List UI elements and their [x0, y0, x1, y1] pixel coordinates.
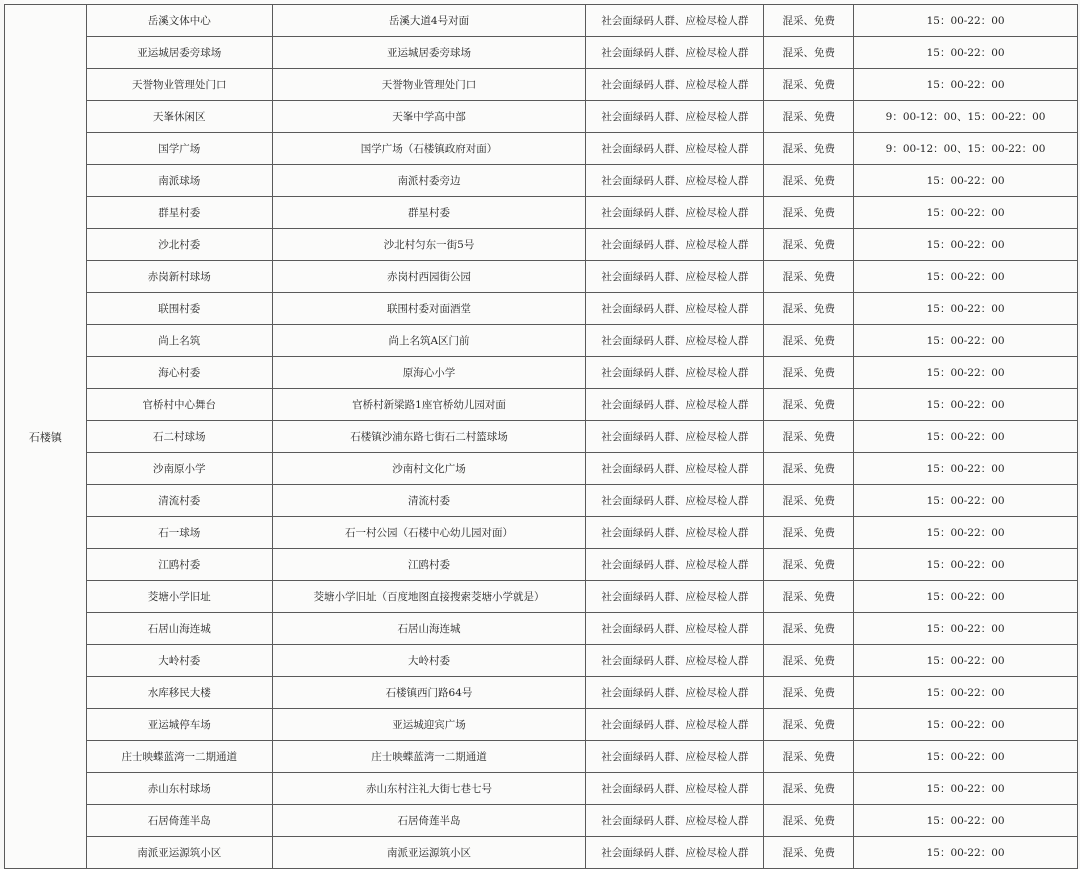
- service-time-cell: 15：00-22：00: [854, 837, 1078, 869]
- site-name-cell: 沙南原小学: [86, 453, 272, 485]
- site-name-cell: 石居山海连城: [86, 613, 272, 645]
- service-time-cell: 15：00-22：00: [854, 453, 1078, 485]
- sampling-method-cell: 混采、免费: [764, 773, 854, 805]
- target-group-cell: 社会面绿码人群、应检尽检人群: [586, 837, 764, 869]
- address-cell: 庄士映蝶蓝湾一二期通道: [272, 741, 586, 773]
- target-group-cell: 社会面绿码人群、应检尽检人群: [586, 549, 764, 581]
- service-time-cell: 15：00-22：00: [854, 581, 1078, 613]
- table-row: [5, 229, 1078, 261]
- site-name-cell: 联围村委: [86, 293, 272, 325]
- sampling-method-cell: 混采、免费: [764, 709, 854, 741]
- site-name-cell: 天誉物业管理处门口: [86, 69, 272, 101]
- target-group-cell: 社会面绿码人群、应检尽检人群: [586, 773, 764, 805]
- service-time-cell: 15：00-22：00: [854, 325, 1078, 357]
- sampling-method-cell: 混采、免费: [764, 357, 854, 389]
- address-cell: 石楼镇沙浦东路七街石二村篮球场: [272, 421, 586, 453]
- table-row: [5, 133, 1078, 165]
- table-row: [5, 677, 1078, 709]
- service-time-cell: 15：00-22：00: [854, 261, 1078, 293]
- address-cell: 岳溪大道4号对面: [272, 5, 586, 37]
- sampling-method-cell: 混采、免费: [764, 325, 854, 357]
- table-row: [5, 741, 1078, 773]
- service-time-cell: 15：00-22：00: [854, 805, 1078, 837]
- site-name-cell: 石一球场: [86, 517, 272, 549]
- site-name-cell: 亚运城停车场: [86, 709, 272, 741]
- table-row: [5, 613, 1078, 645]
- sampling-method-cell: 混采、免费: [764, 69, 854, 101]
- service-time-cell: 15：00-22：00: [854, 677, 1078, 709]
- address-cell: 国学广场（石楼镇政府对面）: [272, 133, 586, 165]
- site-name-cell: 石居倚莲半岛: [86, 805, 272, 837]
- address-cell: 石一村公园（石楼中心幼儿园对面）: [272, 517, 586, 549]
- service-time-cell: 15：00-22：00: [854, 645, 1078, 677]
- site-name-cell: 庄士映蝶蓝湾一二期通道: [86, 741, 272, 773]
- sampling-method-cell: 混采、免费: [764, 645, 854, 677]
- site-name-cell: 群星村委: [86, 197, 272, 229]
- table-row: [5, 581, 1078, 613]
- address-cell: 天誉物业管理处门口: [272, 69, 586, 101]
- address-cell: 亚运城迎宾广场: [272, 709, 586, 741]
- testing-sites-sheet: [4, 0, 1078, 868]
- service-time-cell: 9：00-12：00、15：00-22：00: [854, 101, 1078, 133]
- target-group-cell: 社会面绿码人群、应检尽检人群: [586, 741, 764, 773]
- site-name-cell: 岳溪文体中心: [86, 5, 272, 37]
- address-cell: 尚上名筑A区门前: [272, 325, 586, 357]
- table-row: [5, 837, 1078, 869]
- sampling-method-cell: 混采、免费: [764, 421, 854, 453]
- target-group-cell: 社会面绿码人群、应检尽检人群: [586, 581, 764, 613]
- site-name-cell: 茭塘小学旧址: [86, 581, 272, 613]
- table-row: [5, 389, 1078, 421]
- target-group-cell: 社会面绿码人群、应检尽检人群: [586, 165, 764, 197]
- address-cell: 茭塘小学旧址（百度地图直接搜索茭塘小学就是）: [272, 581, 586, 613]
- address-cell: 南派亚运源筑小区: [272, 837, 586, 869]
- sampling-method-cell: 混采、免费: [764, 517, 854, 549]
- target-group-cell: 社会面绿码人群、应检尽检人群: [586, 453, 764, 485]
- service-time-cell: 15：00-22：00: [854, 485, 1078, 517]
- target-group-cell: 社会面绿码人群、应检尽检人群: [586, 133, 764, 165]
- target-group-cell: 社会面绿码人群、应检尽检人群: [586, 709, 764, 741]
- target-group-cell: 社会面绿码人群、应检尽检人群: [586, 293, 764, 325]
- target-group-cell: 社会面绿码人群、应检尽检人群: [586, 101, 764, 133]
- table-row: [5, 5, 1078, 37]
- address-cell: 原海心小学: [272, 357, 586, 389]
- address-cell: 清流村委: [272, 485, 586, 517]
- address-cell: 联围村委对面酒堂: [272, 293, 586, 325]
- table-body: [5, 5, 1078, 869]
- site-name-cell: 天峯休闲区: [86, 101, 272, 133]
- address-cell: 群星村委: [272, 197, 586, 229]
- service-time-cell: 15：00-22：00: [854, 517, 1078, 549]
- service-time-cell: 15：00-22：00: [854, 549, 1078, 581]
- service-time-cell: 15：00-22：00: [854, 69, 1078, 101]
- target-group-cell: 社会面绿码人群、应检尽检人群: [586, 261, 764, 293]
- table-row: [5, 805, 1078, 837]
- service-time-cell: 9：00-12：00、15：00-22：00: [854, 133, 1078, 165]
- sampling-method-cell: 混采、免费: [764, 677, 854, 709]
- address-cell: 沙南村文化广场: [272, 453, 586, 485]
- site-name-cell: 南派亚运源筑小区: [86, 837, 272, 869]
- address-cell: 亚运城居委旁球场: [272, 37, 586, 69]
- site-name-cell: 大岭村委: [86, 645, 272, 677]
- table-row: [5, 709, 1078, 741]
- table-row: [5, 485, 1078, 517]
- target-group-cell: 社会面绿码人群、应检尽检人群: [586, 389, 764, 421]
- sampling-method-cell: 混采、免费: [764, 549, 854, 581]
- table-row: [5, 101, 1078, 133]
- sampling-method-cell: 混采、免费: [764, 805, 854, 837]
- service-time-cell: 15：00-22：00: [854, 357, 1078, 389]
- site-name-cell: 赤岗新村球场: [86, 261, 272, 293]
- sampling-method-cell: 混采、免费: [764, 165, 854, 197]
- table-row: [5, 421, 1078, 453]
- service-time-cell: 15：00-22：00: [854, 165, 1078, 197]
- sampling-method-cell: 混采、免费: [764, 133, 854, 165]
- sampling-method-cell: 混采、免费: [764, 293, 854, 325]
- table-row: [5, 453, 1078, 485]
- site-name-cell: 沙北村委: [86, 229, 272, 261]
- testing-sites-table: [4, 4, 1078, 869]
- sampling-method-cell: 混采、免费: [764, 101, 854, 133]
- target-group-cell: 社会面绿码人群、应检尽检人群: [586, 677, 764, 709]
- service-time-cell: 15：00-22：00: [854, 741, 1078, 773]
- service-time-cell: 15：00-22：00: [854, 421, 1078, 453]
- address-cell: 石楼镇西门路64号: [272, 677, 586, 709]
- sampling-method-cell: 混采、免费: [764, 197, 854, 229]
- address-cell: 南派村委旁边: [272, 165, 586, 197]
- target-group-cell: 社会面绿码人群、应检尽检人群: [586, 37, 764, 69]
- target-group-cell: 社会面绿码人群、应检尽检人群: [586, 197, 764, 229]
- site-name-cell: 石二村球场: [86, 421, 272, 453]
- site-name-cell: 赤山东村球场: [86, 773, 272, 805]
- service-time-cell: 15：00-22：00: [854, 5, 1078, 37]
- site-name-cell: 南派球场: [86, 165, 272, 197]
- address-cell: 江鸥村委: [272, 549, 586, 581]
- address-cell: 石居倚莲半岛: [272, 805, 586, 837]
- sampling-method-cell: 混采、免费: [764, 229, 854, 261]
- address-cell: 石居山海连城: [272, 613, 586, 645]
- site-name-cell: 国学广场: [86, 133, 272, 165]
- service-time-cell: 15：00-22：00: [854, 229, 1078, 261]
- table-row: [5, 325, 1078, 357]
- table-row: [5, 773, 1078, 805]
- site-name-cell: 清流村委: [86, 485, 272, 517]
- target-group-cell: 社会面绿码人群、应检尽检人群: [586, 229, 764, 261]
- sampling-method-cell: 混采、免费: [764, 837, 854, 869]
- address-cell: 天峯中学高中部: [272, 101, 586, 133]
- sampling-method-cell: 混采、免费: [764, 389, 854, 421]
- table-row: [5, 517, 1078, 549]
- table-row: [5, 37, 1078, 69]
- sampling-method-cell: 混采、免费: [764, 453, 854, 485]
- address-cell: 赤岗村西园街公园: [272, 261, 586, 293]
- sampling-method-cell: 混采、免费: [764, 741, 854, 773]
- sampling-method-cell: 混采、免费: [764, 485, 854, 517]
- address-cell: 赤山东村注礼大街七巷七号: [272, 773, 586, 805]
- table-row: [5, 197, 1078, 229]
- target-group-cell: 社会面绿码人群、应检尽检人群: [586, 613, 764, 645]
- service-time-cell: 15：00-22：00: [854, 197, 1078, 229]
- service-time-cell: 15：00-22：00: [854, 613, 1078, 645]
- sampling-method-cell: 混采、免费: [764, 5, 854, 37]
- address-cell: 大岭村委: [272, 645, 586, 677]
- target-group-cell: 社会面绿码人群、应检尽检人群: [586, 485, 764, 517]
- service-time-cell: 15：00-22：00: [854, 709, 1078, 741]
- sampling-method-cell: 混采、免费: [764, 613, 854, 645]
- site-name-cell: 海心村委: [86, 357, 272, 389]
- table-row: [5, 165, 1078, 197]
- target-group-cell: 社会面绿码人群、应检尽检人群: [586, 421, 764, 453]
- site-name-cell: 尚上名筑: [86, 325, 272, 357]
- address-cell: 沙北村匀东一街5号: [272, 229, 586, 261]
- sampling-method-cell: 混采、免费: [764, 37, 854, 69]
- sampling-method-cell: 混采、免费: [764, 581, 854, 613]
- table-row: [5, 261, 1078, 293]
- site-name-cell: 水库移民大楼: [86, 677, 272, 709]
- table-row: [5, 69, 1078, 101]
- service-time-cell: 15：00-22：00: [854, 773, 1078, 805]
- target-group-cell: 社会面绿码人群、应检尽检人群: [586, 69, 764, 101]
- target-group-cell: 社会面绿码人群、应检尽检人群: [586, 805, 764, 837]
- target-group-cell: 社会面绿码人群、应检尽检人群: [586, 5, 764, 37]
- service-time-cell: 15：00-22：00: [854, 293, 1078, 325]
- target-group-cell: 社会面绿码人群、应检尽检人群: [586, 517, 764, 549]
- sampling-method-cell: 混采、免费: [764, 261, 854, 293]
- site-name-cell: 亚运城居委旁球场: [86, 37, 272, 69]
- table-row: [5, 549, 1078, 581]
- site-name-cell: 江鸥村委: [86, 549, 272, 581]
- service-time-cell: 15：00-22：00: [854, 37, 1078, 69]
- address-cell: 官桥村新梁路1座官桥幼儿园对面: [272, 389, 586, 421]
- target-group-cell: 社会面绿码人群、应检尽检人群: [586, 357, 764, 389]
- service-time-cell: 15：00-22：00: [854, 389, 1078, 421]
- table-row: [5, 293, 1078, 325]
- table-row: [5, 357, 1078, 389]
- table-row: [5, 645, 1078, 677]
- target-group-cell: 社会面绿码人群、应检尽检人群: [586, 645, 764, 677]
- town-cell: 石楼镇: [5, 5, 87, 869]
- site-name-cell: 官桥村中心舞台: [86, 389, 272, 421]
- target-group-cell: 社会面绿码人群、应检尽检人群: [586, 325, 764, 357]
